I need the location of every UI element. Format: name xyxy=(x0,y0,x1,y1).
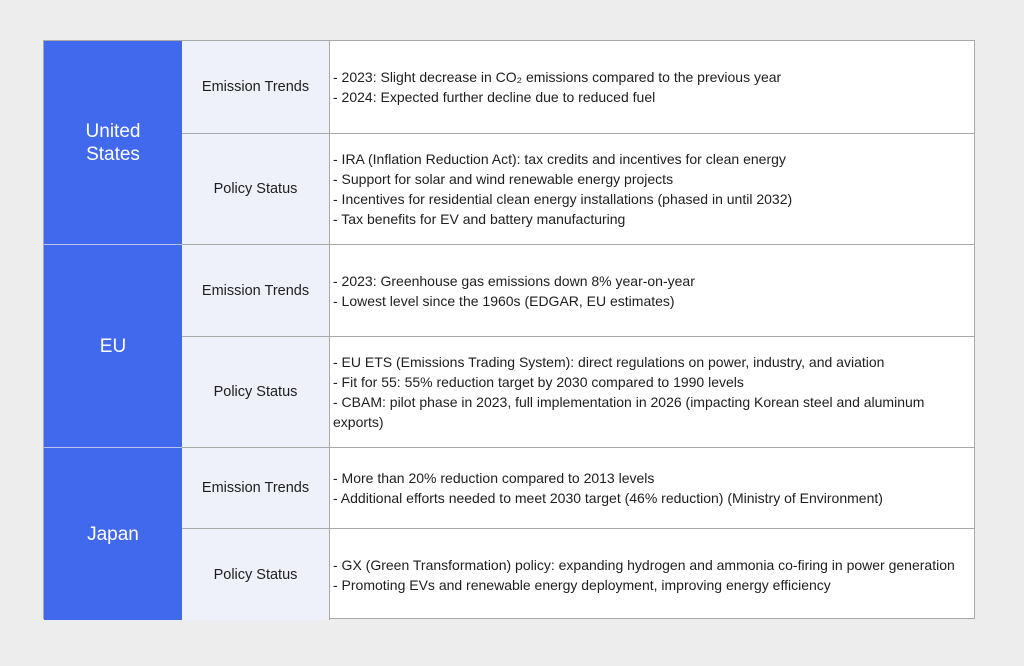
description-line: - GX (Green Transformation) policy: expanding hydrogen and ammonia co-firing in power generation xyxy=(333,556,955,573)
description-line: - Additional efforts needed to meet 2030 target (46% reduction) (Ministry of Environment) xyxy=(333,490,883,506)
category-cell xyxy=(182,448,330,529)
description-line: - Fit for 55: 55% reduction target by 2030 compared to 1990 levels xyxy=(333,374,744,390)
description-line: - More than 20% reduction compared to 2013 levels xyxy=(333,470,655,486)
country-label: United States xyxy=(85,120,141,165)
description-line: - 2023: Greenhouse gas emissions down 8% year-on-year xyxy=(333,272,695,289)
description-cell xyxy=(330,448,974,529)
category-cell xyxy=(182,41,330,134)
category-cell xyxy=(182,529,330,620)
country-cell-united-states xyxy=(44,41,182,245)
category-label: Emission Trends xyxy=(201,79,310,95)
description-line: - 2024: Expected further decline due to reduced fuel xyxy=(333,89,656,105)
emissions-policy-table xyxy=(43,40,975,619)
description-line: - CBAM: pilot phase in 2023, full implementation in 2026 (impacting Korean steel and aluminum exports) xyxy=(333,394,925,430)
category-label: Policy Status xyxy=(213,181,298,197)
category-cell xyxy=(182,245,330,337)
description-line: - 2023: Slight decrease in CO₂ emissions compared to the previous year xyxy=(333,69,782,85)
country-cell-japan xyxy=(44,448,182,620)
country-cell-eu xyxy=(44,245,182,448)
description-line: - Tax benefits for EV and battery manufacturing xyxy=(333,211,626,227)
description-line: - IRA (Inflation Reduction Act): tax credits and incentives for clean energy xyxy=(333,151,786,167)
description-line: - EU ETS (Emissions Trading System): direct regulations on power, industry, and aviation xyxy=(333,354,885,370)
description-line: - Support for solar and wind renewable energy projects xyxy=(333,171,674,187)
category-cell xyxy=(182,134,330,245)
description-cell xyxy=(330,245,974,337)
description-line: - Lowest level since the 1960s (EDGAR, EU estimates) xyxy=(333,292,675,309)
description-cell xyxy=(330,529,974,620)
description-line: - Promoting EVs and renewable energy deployment, improving energy efficiency xyxy=(333,576,831,593)
category-label: Emission Trends xyxy=(201,282,310,299)
description-cell xyxy=(330,134,974,245)
country-label: Japan xyxy=(87,523,139,545)
category-label: Policy Status xyxy=(213,384,298,400)
category-cell xyxy=(182,337,330,448)
description-line: - Incentives for residential clean energy installations (phased in until 2032) xyxy=(333,191,793,207)
country-label: EU xyxy=(99,335,127,357)
category-label: Policy Status xyxy=(213,566,298,583)
description-cell xyxy=(330,337,974,448)
description-cell xyxy=(330,41,974,134)
category-label: Emission Trends xyxy=(201,480,310,496)
